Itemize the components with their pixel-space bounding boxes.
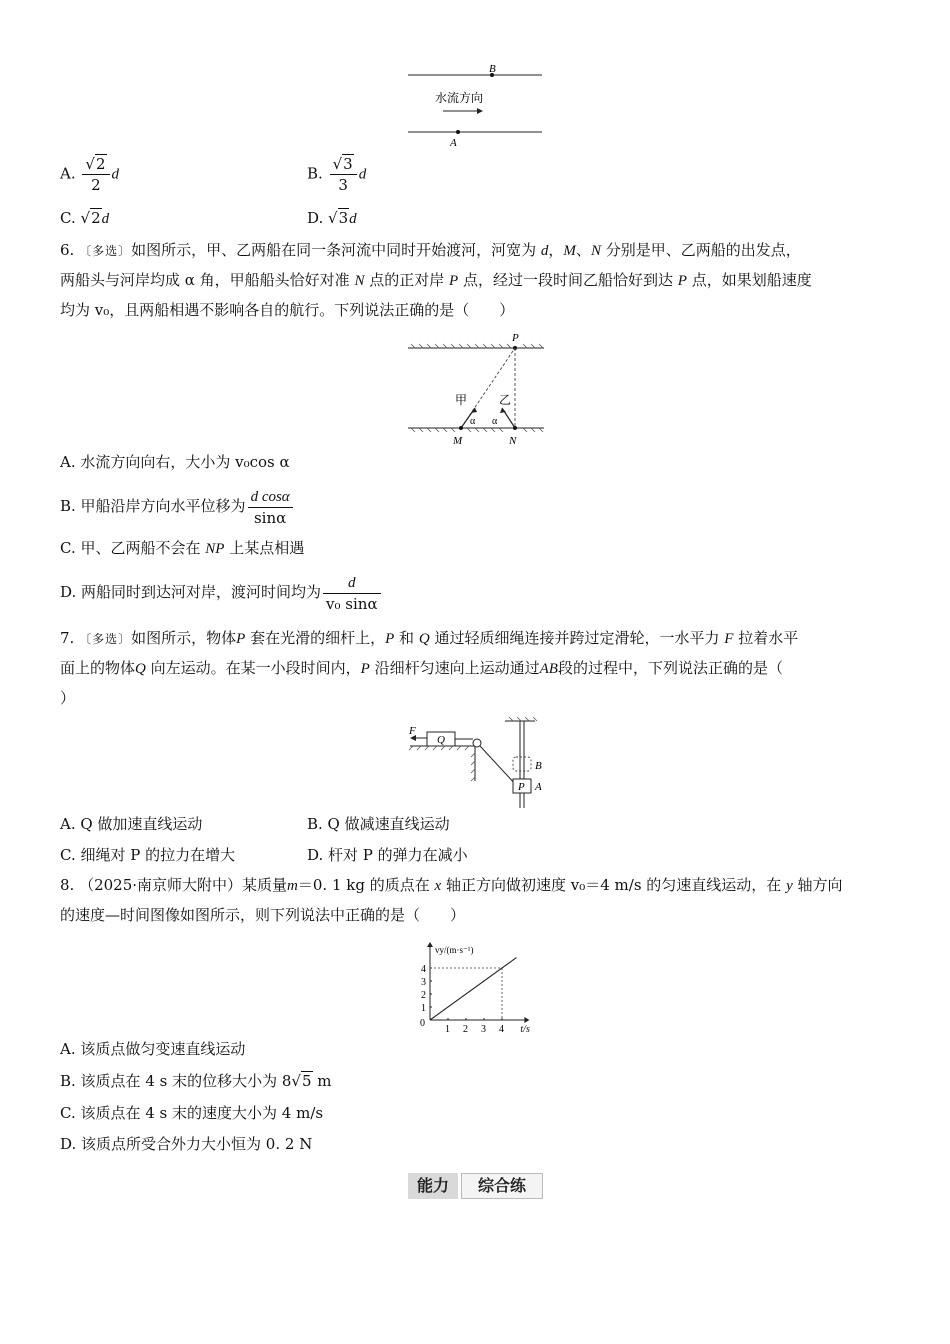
flow-arrow-icon: [477, 108, 483, 114]
angle-alpha-left: α: [470, 416, 476, 427]
y-tick-label: 3: [421, 977, 426, 988]
q5-option-b[interactable]: B. $\frac{√3}{3}$ d: [307, 155, 367, 194]
x-tick-label: 4: [499, 1024, 504, 1035]
point-m-label: M: [453, 435, 463, 447]
q7-option-b[interactable]: B. Q 做减速直线运动: [307, 815, 450, 833]
x-tick-label: 2: [463, 1024, 468, 1035]
x-axis-label: t/s: [520, 1024, 530, 1035]
q5-option-d[interactable]: D. √3d: [307, 209, 357, 227]
q5-option-c[interactable]: C. √2d: [60, 209, 110, 227]
force-f-label: F: [409, 725, 416, 737]
q8-option-c[interactable]: C. 该质点在 4 s 末的速度大小为 4 m/s: [60, 1104, 324, 1122]
q7-option-d[interactable]: D. 杆对 P 的弹力在减小: [307, 846, 468, 864]
q8-stem-line-1: 8. （2025·南京师大附中）某质量m＝0. 1 kg 的质点在 x 轴正方向做初速度 v₀＝4 m/s 的匀速直线运动，在 y 轴方向: [60, 876, 843, 894]
q8-stem-line-2: 的速度—时间图像如图所示，则下列说法中正确的是（ ）: [60, 906, 466, 924]
angle-alpha-right: α: [492, 416, 498, 427]
section-banner-ability: 能力: [408, 1173, 458, 1199]
pulley-figure: [405, 713, 550, 813]
q8-option-d[interactable]: D. 该质点所受合外力大小恒为 0. 2 N: [60, 1135, 313, 1153]
block-q-label: Q: [437, 734, 445, 746]
q8-option-b[interactable]: B. 该质点在 4 s 末的位移大小为 8√5 m: [60, 1072, 332, 1090]
y-tick-label: 2: [421, 990, 426, 1001]
q8-option-a[interactable]: A. 该质点做匀变速直线运动: [60, 1040, 246, 1058]
q6-stem-line-1: 6. 〔多选〕如图所示，甲、乙两船在同一条河流中同时开始渡河，河宽为 d，M、N 分别是甲、乙两船的出发点，: [60, 241, 801, 259]
point-a-label: A: [450, 137, 457, 149]
boats-figure: [405, 330, 547, 450]
q7-stem-line-2: 面上的物体Q 向左运动。在某一小段时间内，P 沿细杆匀速向上运动通过AB段的过程中，下列说法正确的是（: [60, 659, 783, 677]
vy-t-chart: [405, 930, 535, 1035]
multi-choice-tag: 〔多选〕: [79, 632, 132, 646]
y-tick-label: 4: [421, 964, 426, 975]
river-figure: [405, 60, 545, 150]
flow-direction-label: 水流方向: [435, 91, 484, 105]
x-tick-label: 3: [481, 1024, 486, 1035]
q6-stem-line-3: 均为 v₀，且两船相遇不影响各自的航行。下列说法正确的是（ ）: [60, 301, 515, 319]
q7-option-a[interactable]: A. Q 做加速直线运动: [60, 815, 203, 833]
point-p-label: P: [512, 332, 519, 344]
y-axis-arrow-icon: [427, 942, 433, 947]
series-line: [430, 958, 516, 1020]
boat-yi-label: 乙: [499, 393, 512, 407]
section-banner-comprehensive: 综合练: [461, 1173, 543, 1199]
x-axis-arrow-icon: [524, 1017, 529, 1023]
q5-option-a[interactable]: A. $\frac{√2}{2}$ d: [60, 155, 119, 194]
y-axis-label: vy/(m·s⁻¹): [435, 945, 474, 955]
x-tick-label: 1: [445, 1024, 450, 1035]
q7-stem-line-1: 7. 〔多选〕如图所示，物体P 套在光滑的细杆上，P 和 Q 通过轻质细绳连接并跨过定滑轮，一水平力 F 拉着水平: [60, 629, 799, 647]
block-p-label: P: [518, 781, 525, 793]
q6-option-b[interactable]: B. 甲船沿岸方向水平位移为 $\frac{\text{d cosα}}{\sin\alpha}$: [60, 484, 295, 528]
q7-option-c[interactable]: C. 细绳对 P 的拉力在增大: [60, 846, 236, 864]
q6-stem-line-2: 两船头与河岸均成 α 角，甲船船头恰好对准 N 点的正对岸 P 点，经过一段时间乙船恰好到达 P 点，如果划船速度: [60, 271, 812, 289]
pulley-icon: [473, 739, 481, 747]
q7-stem-line-3: ）: [60, 689, 76, 707]
q6-option-a[interactable]: A. 水流方向向右，大小为 v₀cos α: [60, 453, 290, 471]
q6-option-d[interactable]: D. 两船同时到达河对岸，渡河时间均为 $\frac{d}{\text{v₀ sinα}}$: [60, 570, 383, 614]
multi-choice-tag: 〔多选〕: [79, 244, 132, 258]
q6-option-c[interactable]: C. 甲、乙两船不会在 NP 上某点相遇: [60, 539, 305, 557]
point-b-label: B: [489, 63, 496, 75]
point-a-label: A: [535, 781, 542, 793]
origin-label: 0: [420, 1018, 425, 1029]
point-n-label: N: [509, 435, 517, 447]
y-tick-label: 1: [421, 1003, 426, 1014]
boat-jia-label: 甲: [455, 393, 468, 407]
point-b-label: B: [535, 760, 542, 772]
